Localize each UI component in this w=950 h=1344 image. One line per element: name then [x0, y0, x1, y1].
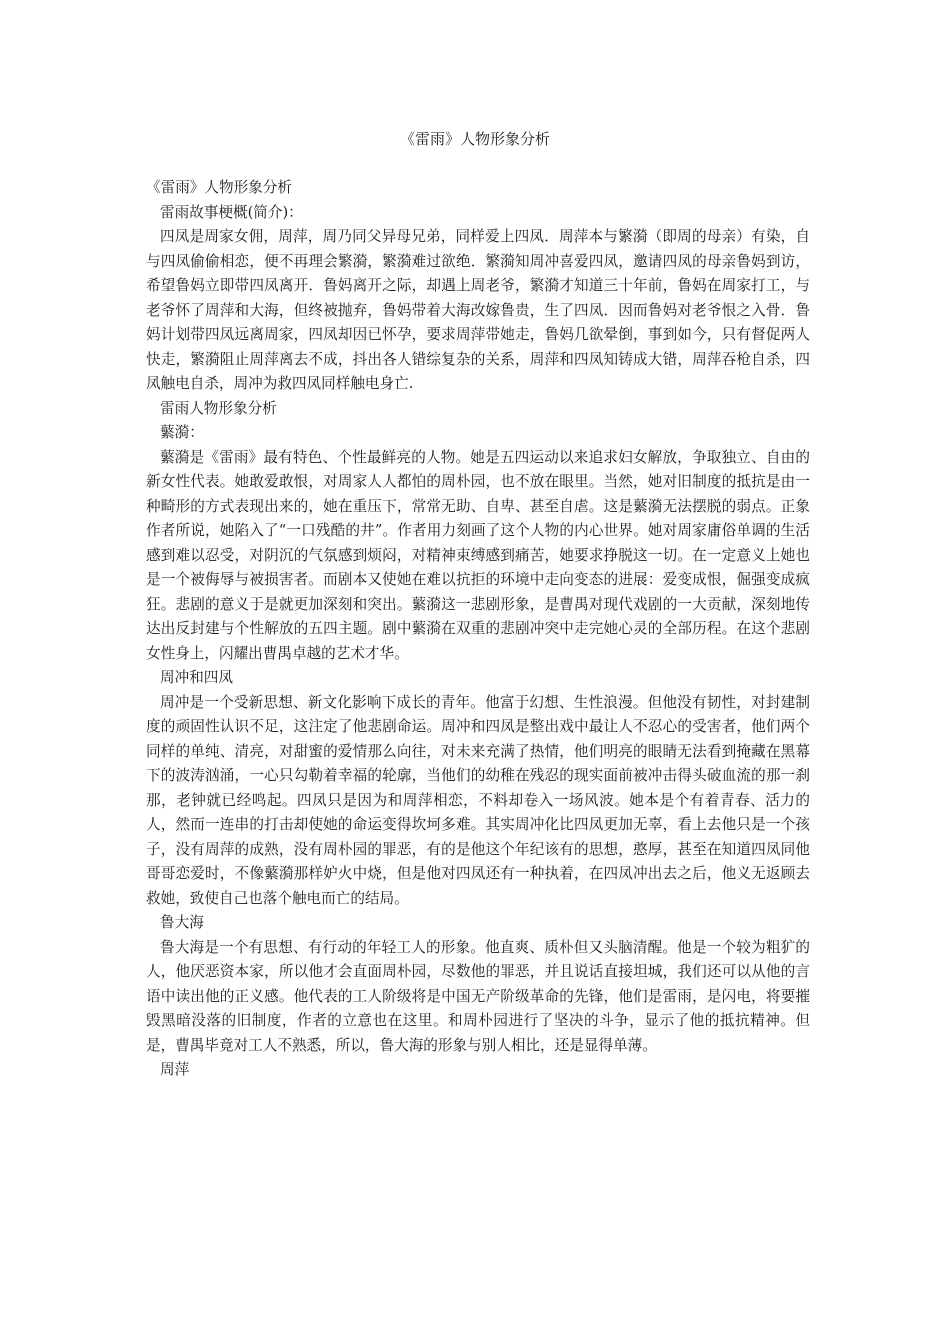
section-heading-zhouchong-sifeng: 周冲和四凤 — [160, 669, 233, 686]
subtitle: 《雷雨》人物形象分析 — [146, 179, 292, 196]
section-heading-analysis: 雷雨人物形象分析 — [160, 399, 277, 417]
page-title: 《雷雨》人物形象分析 — [399, 130, 550, 148]
section-heading-zhouping: 周萍 — [160, 1061, 190, 1078]
document-body — [146, 176, 810, 1083]
section-heading-ludahai: 鲁大海 — [160, 914, 204, 931]
section-heading-fanyi: 蘩漪： — [160, 424, 204, 441]
paragraph-zhouchong-sifeng: 周冲是一个受新思想、新文化影响下成长的青年。他富于幻想、生性浪漫。但他没有韧性，对封建制度的顽固性认识不足，这注定了他悲剧命运。周冲和四凤是整出戏中最让人不忍心的受害者，他们两个同样的单纯、清亮，对甜蜜的爱情那么向往，对未来充满了热情，他们明亮的眼睛无法看到掩藏在黑幕下的波涛汹涌，一心只勾勒着幸福的轮廓，当他们的幼稚在残忍的现实面前被冲击得头破血流的那一刹那，老钟就已经鸣起。四凤只是因为和周萍相恋，不料却卷入一场风波。她本是个有着青春、活力的人，然而一连串的打击却使她的命运变得坎坷多难。其实周冲化比四凤更加无辜，看上去他只是一个孩子，没有周萍的成熟，没有周朴园的罪恶，有的是他这个年纪该有的思想，憨厚，甚至在知道四凤同他哥哥恋爱时，不像蘩漪那样妒火中烧，但是他对四凤还有一种执着，在四凤冲出去之后，他义无返顾去救她，致使自己也落个触电而亡的结局。 — [146, 693, 810, 907]
paragraph-ludahai: 鲁大海是一个有思想、有行动的年轻工人的形象。他直爽、质朴但又头脑清醒。他是一个较为粗犷的人，他厌恶资本家，所以他才会直面周朴园，尽数他的罪恶，并且说话直接坦城，我们还可以从他的言语中读出他的正义感。他代表的工人阶级将是中国无产阶级革命的先锋，他们是雷雨，是闪电，将要摧毁黑暗没落的旧制度，作者的立意也在这里。和周朴园进行了坚决的斗争，显示了他的抵抗精神。但是，曹禺毕竟对工人不熟悉，所以，鲁大海的形象与别人相比，还是显得单薄。 — [146, 938, 810, 1054]
section-heading-synopsis: 雷雨故事梗概(简介)： — [160, 203, 303, 221]
paragraph-fanyi: 蘩漪是《雷雨》最有特色、个性最鲜亮的人物。她是五四运动以来追求妇女解放，争取独立、自由的新女性代表。她敢爱敢恨，对周家人人都怕的周朴园，也不放在眼里。当然，她对旧制度的抵抗是由一种畸形的方式表现出来的，她在重压下，常常无助、自卑、甚至自虐。这是蘩漪无法摆脱的弱点。正象作者所说，她陷入了“一口残酷的井”。作者用力刻画了这个人物的内心世界。她对周家庸俗单调的生活感到难以忍受，对阴沉的气氛感到烦闷，对精神束缚感到痛苦，她要求挣脱这一切。在一定意义上她也是一个被侮辱与被损害者。而剧本又使她在难以抗拒的环境中走向变态的进展：爱变成恨，倔强变成疯狂。悲剧的意义于是就更加深刻和突出。蘩漪这一悲剧形象，是曹禺对现代戏剧的一大贡献，深刻地传达出反封建与个性解放的五四主题。剧中蘩漪在双重的悲剧冲突中走完她心灵的全部历程。在这个悲剧女性身上，闪耀出曹禺卓越的艺术才华。 — [146, 448, 810, 662]
paragraph-synopsis: 四凤是周家女佣，周萍，周乃同父异母兄弟，同样爱上四凤．周萍本与繁漪（即周的母亲）有染，自与四凤偷偷相恋，便不再理会繁漪，繁漪难过欲绝．繁漪知周冲喜爱四凤，邀请四凤的母亲鲁妈到访，希望鲁妈立即带四凤离开．鲁妈离开之际，却遇上周老爷，繁漪才知道三十年前，鲁妈在周家打工，与老爷怀了周萍和大海，但终被抛弃，鲁妈带着大海改嫁鲁贵，生了四凤．因而鲁妈对老爷恨之入骨．鲁妈计划带四凤远离周家，四凤却因已怀孕，要求周萍带她走，鲁妈几欲晕倒，事到如今，只有督促两人快走，繁漪阻止周萍离去不成，抖出各人错综复杂的关系，周萍和四凤知铸成大错，周萍吞枪自杀，四凤触电自杀，周冲为救四凤同样触电身亡. — [146, 228, 810, 392]
